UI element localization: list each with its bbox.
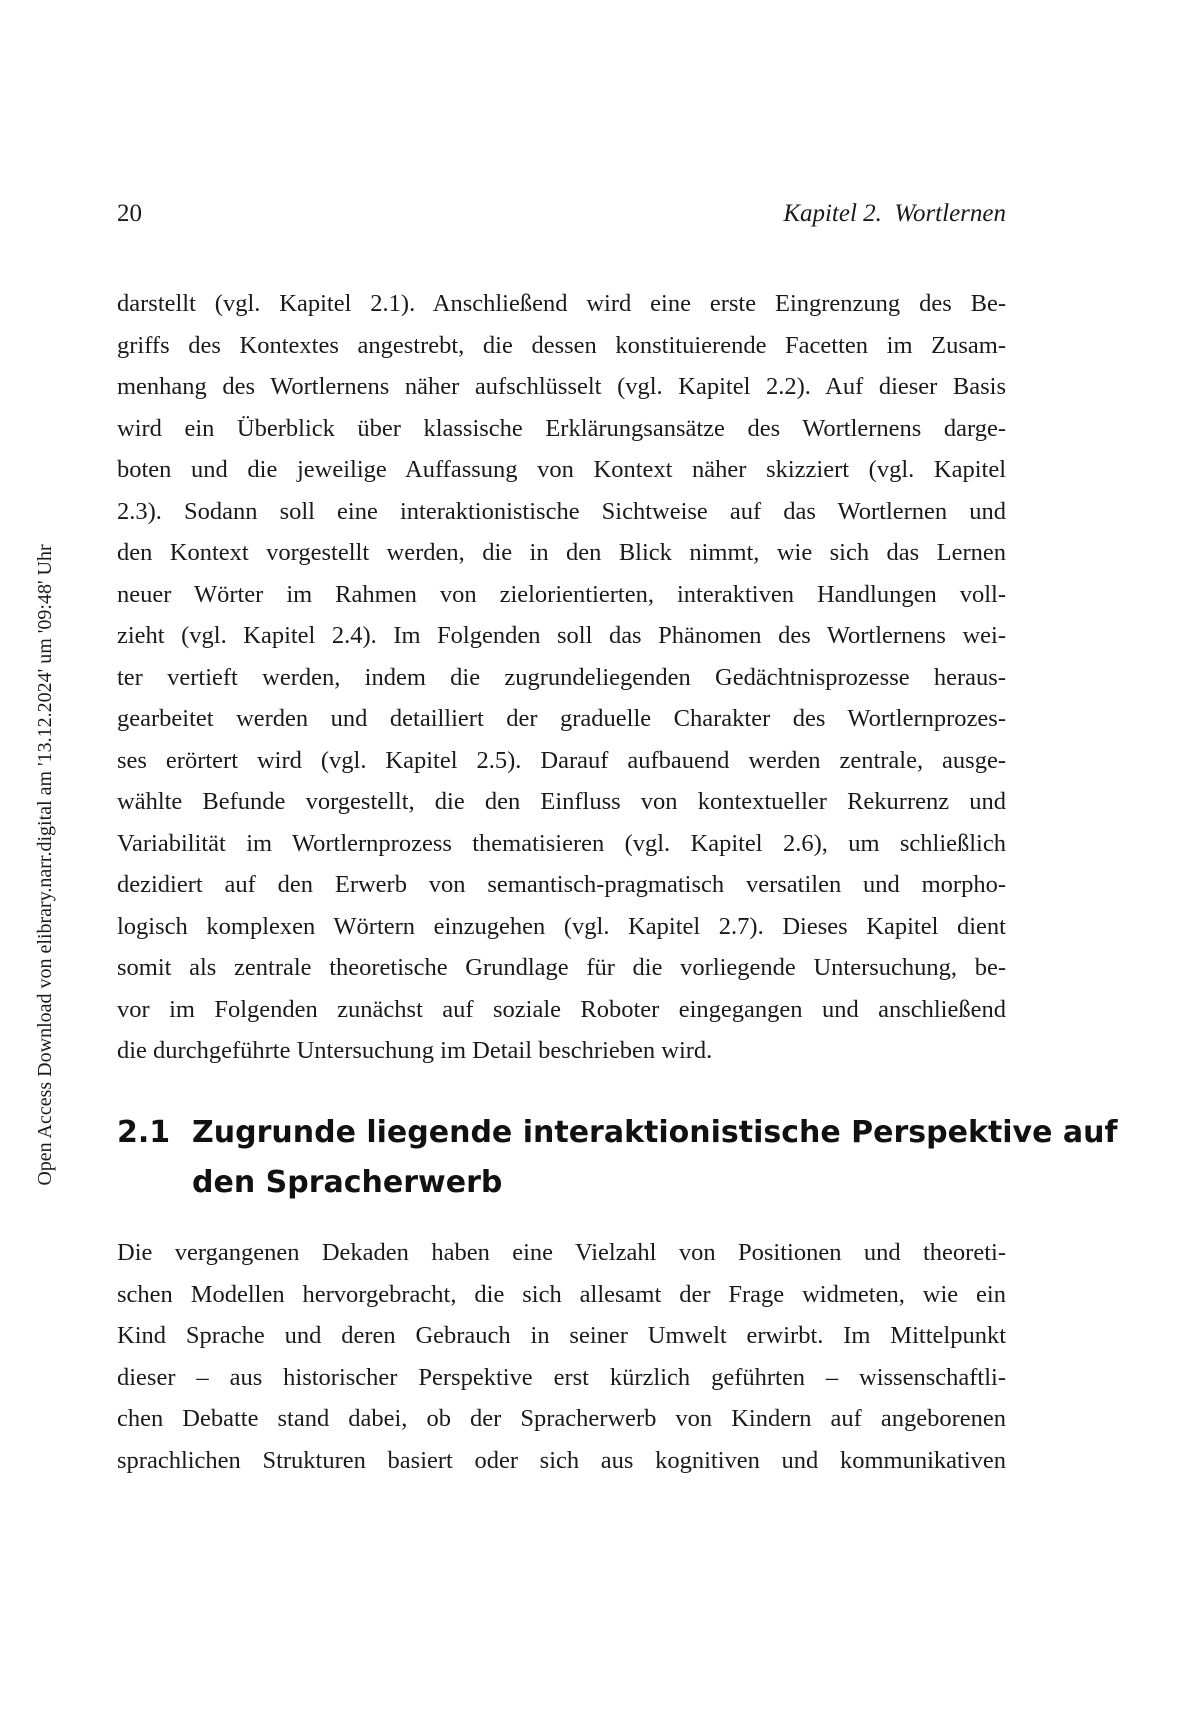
- page-number: 20: [117, 200, 142, 227]
- text-line: chen Debatte stand dabei, ob der Spracherwerb von Kindern auf angeborenen: [117, 1405, 1006, 1432]
- text-line: 2.3). Sodann soll eine interaktionistische Sichtweise auf das Wortlernen und: [117, 497, 1006, 525]
- text-line: ter vertieft werden, indem die zugrundeliegenden Gedächtnisprozesse heraus-: [117, 663, 1006, 691]
- text-line: schen Modellen hervorgebracht, die sich allesamt der Frage widmeten, wie ein: [117, 1280, 1006, 1308]
- section-number: 2.1: [117, 1115, 171, 1150]
- text-line: vor im Folgenden zunächst auf soziale Roboter eingegangen und anschließend: [117, 995, 1006, 1023]
- text-line: den Kontext vorgestellt werden, die in den Blick nimmt, wie sich das Lernen: [117, 539, 1006, 566]
- running-header: Kapitel 2. Wortlernen: [783, 200, 1006, 227]
- text-line: wird ein Überblick über klassische Erklärungsansätze des Wortlernens darge-: [117, 414, 1006, 442]
- section-title-line-2: den Spracherwerb: [192, 1165, 503, 1200]
- text-line: somit als zentrale theoretische Grundlage für die vorliegende Untersuchung, be-: [117, 954, 1006, 981]
- text-line: griffs des Kontextes angestrebt, die dessen konstituierende Facetten im Zusam-: [117, 331, 1006, 359]
- text-line: boten und die jeweilige Auffassung von Kontext näher skizziert (vgl. Kapitel: [117, 456, 1006, 483]
- text-line: gearbeitet werden und detailliert der graduelle Charakter des Wortlernprozes-: [117, 705, 1006, 732]
- text-line: die durchgeführte Untersuchung im Detail beschrieben wird.: [117, 1037, 713, 1064]
- text-line: Kind Sprache und deren Gebrauch in seiner Umwelt erwirbt. Im Mittelpunkt: [117, 1322, 1006, 1349]
- text-line: sprachlichen Strukturen basiert oder sich aus kognitiven und kommunikativen: [117, 1446, 1006, 1474]
- download-watermark: Open Access Download von elibrary.narr.digital am '13.12.2024' um '09:48' Uhr: [34, 544, 56, 1186]
- text-line: logisch komplexen Wörtern einzugehen (vgl. Kapitel 2.7). Dieses Kapitel dient: [117, 912, 1006, 940]
- text-line: neuer Wörter im Rahmen von zielorientierten, interaktiven Handlungen voll-: [117, 580, 1006, 608]
- section-title-line-1: Zugrunde liegende interaktionistische Perspektive auf: [192, 1115, 1118, 1150]
- body-paragraph: [117, 1232, 1006, 1481]
- text-line: ses erörtert wird (vgl. Kapitel 2.5). Darauf aufbauend werden zentrale, ausge-: [117, 746, 1006, 774]
- text-line: dieser – aus historischer Perspektive erst kürzlich geführten – wissenschaftli-: [117, 1363, 1006, 1391]
- section-heading: [117, 1108, 1118, 1208]
- text-line: dezidiert auf den Erwerb von semantisch-pragmatisch versatilen und morpho-: [117, 871, 1006, 898]
- text-line: darstellt (vgl. Kapitel 2.1). Anschließend wird eine erste Eingrenzung des Be-: [117, 290, 1006, 317]
- text-line: Die vergangenen Dekaden haben eine Vielzahl von Positionen und theoreti-: [117, 1239, 1006, 1266]
- text-line: Variabilität im Wortlernprozess thematisieren (vgl. Kapitel 2.6), um schließlich: [117, 829, 1006, 857]
- text-line: wählte Befunde vorgestellt, die den Einfluss von kontextueller Rekurrenz und: [117, 788, 1006, 815]
- text-line: zieht (vgl. Kapitel 2.4). Im Folgenden soll das Phänomen des Wortlernens wei-: [117, 622, 1006, 649]
- body-paragraph: [117, 283, 1006, 1072]
- text-line: menhang des Wortlernens näher aufschlüsselt (vgl. Kapitel 2.2). Auf dieser Basis: [117, 373, 1006, 400]
